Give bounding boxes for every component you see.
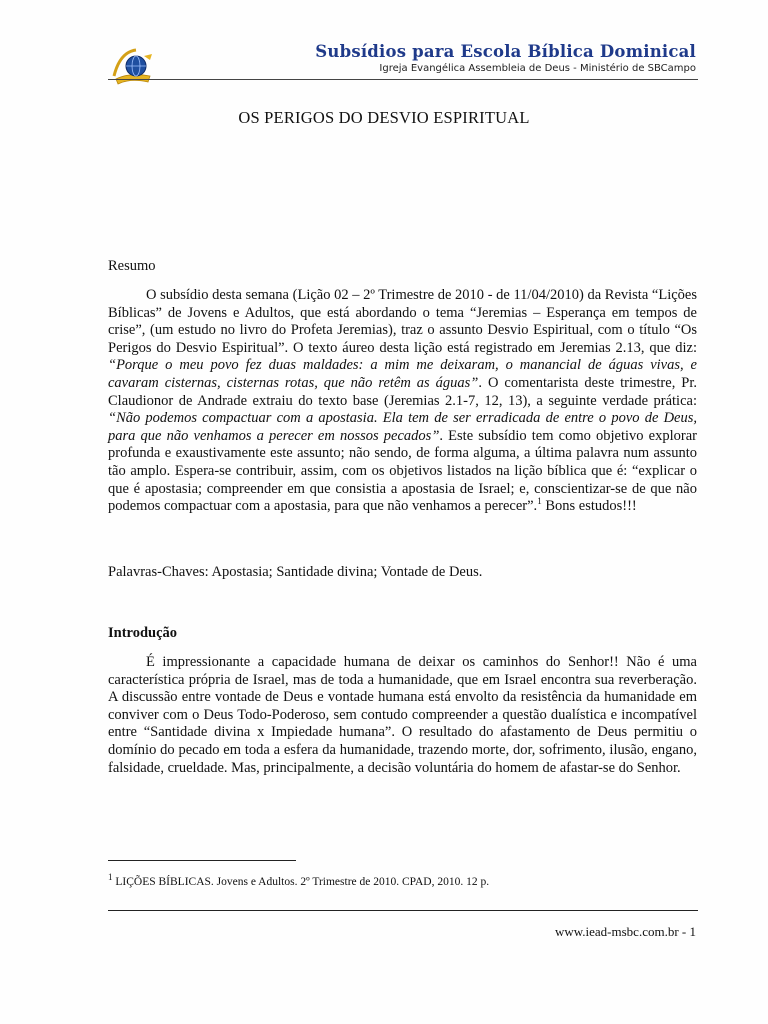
footnote-rule: [108, 860, 296, 861]
intro-heading: Introdução: [108, 625, 178, 641]
resumo-label: Resumo: [108, 258, 156, 274]
keywords: Palavras-Chaves: Apostasia; Santidade divina; Vontade de Deus.: [108, 564, 483, 580]
resumo-text-2: . O comentarista deste trimestre, Pr. Claudionor de Andrade extraiu do texto base (Jeremias 2.1-7, 12, 13), a seguinte verdade prática:: [108, 374, 697, 409]
header-subtitle: Igreja Evangélica Assembleia de Deus - Ministério de SBCampo: [379, 63, 696, 74]
resumo-text-1: O subsídio desta semana (Lição 02 – 2º Trimestre de 2010 - de 11/04/2010) da Revista “Lições Bíblicas” de Jovens e Adultos, que está abordando o tema “Jeremias – Esperança em tempos de crise”, (um estudo no livro do Profeta Jeremias), traz o assunto Desvio Espiritual, com o título “Os Perigos do Desvio Espiritual”. O texto áureo desta lição está registrado em Jeremias 2.13, que diz:: [108, 287, 697, 356]
resumo-text-4: Bons estudos!!!: [541, 498, 637, 515]
intro-section: [108, 654, 697, 777]
resumo-paragraph: [108, 287, 697, 516]
document-title: OS PERIGOS DO DESVIO ESPIRITUAL: [238, 108, 530, 127]
header-title: Subsídios para Escola Bíblica Dominical: [315, 42, 696, 61]
logo-emblem: [110, 46, 156, 86]
footer-divider: [108, 910, 698, 911]
footnote: [108, 872, 490, 888]
header-divider: [108, 79, 698, 80]
resumo-quote-1: “Porque o meu povo fez duas maldades: a mim me deixaram, o manancial de águas vivas, e cavaram cisternas, cisternas rotas, que não retêm as águas”: [108, 357, 697, 391]
footer-url-page: www.iead-msbc.com.br - 1: [554, 924, 696, 939]
footnote-ref[interactable]: 1: [537, 496, 542, 507]
resumo-quote-2: “Não podemos compactuar com a apostasia. Ela tem de ser erradicada de entre o povo de Deus, para que não venhamos a perecer em nossos pecados”: [108, 410, 697, 444]
resumo-section: [108, 287, 697, 516]
footnote-text: LIÇÕES BÍBLICAS. Jovens e Adultos. 2º Trimestre de 2010. CPAD, 2010. 12 p.: [112, 876, 490, 888]
footnote-number: 1: [108, 872, 113, 883]
resumo-text-3: . Este subsídio tem como objetivo explorar profunda e exaustivamente este assunto; não sendo, de forma alguma, a última palavra num assunto tão amplo. Espera-se contribuir, assim, com os objetivos listados na lição bíblica que é: “explicar o que é apostasia; compreender em que consistia a apostasia de Israel; e, conscientizar-se de que não podemos compactuar com a apostasia, para que não venhamos a perecer”.: [108, 427, 697, 515]
intro-paragraph: É impressionante a capacidade humana de deixar os caminhos do Senhor!! Não é uma característica própria de Israel, mas de toda a humanidade, que em Israel encontra sua reverberação. A discussão entre vontade de Deus e vontade humana está envolto da resistência da humanidade em conviver com o Deus Todo-Poderoso, sem contudo compreender a questão dualística e incompatível entre “Santidade divina x Impiedade humana”. O resultado do afastamento de Deus permitiu o domínio do pecado em toda a esfera da humanidade, trazendo morte, dor, sofrimento, ilusão, engano, falsidade, crueldade. Mas, principalmente, a decisão voluntária do homem de afastar-se do Senhor.: [108, 654, 697, 776]
